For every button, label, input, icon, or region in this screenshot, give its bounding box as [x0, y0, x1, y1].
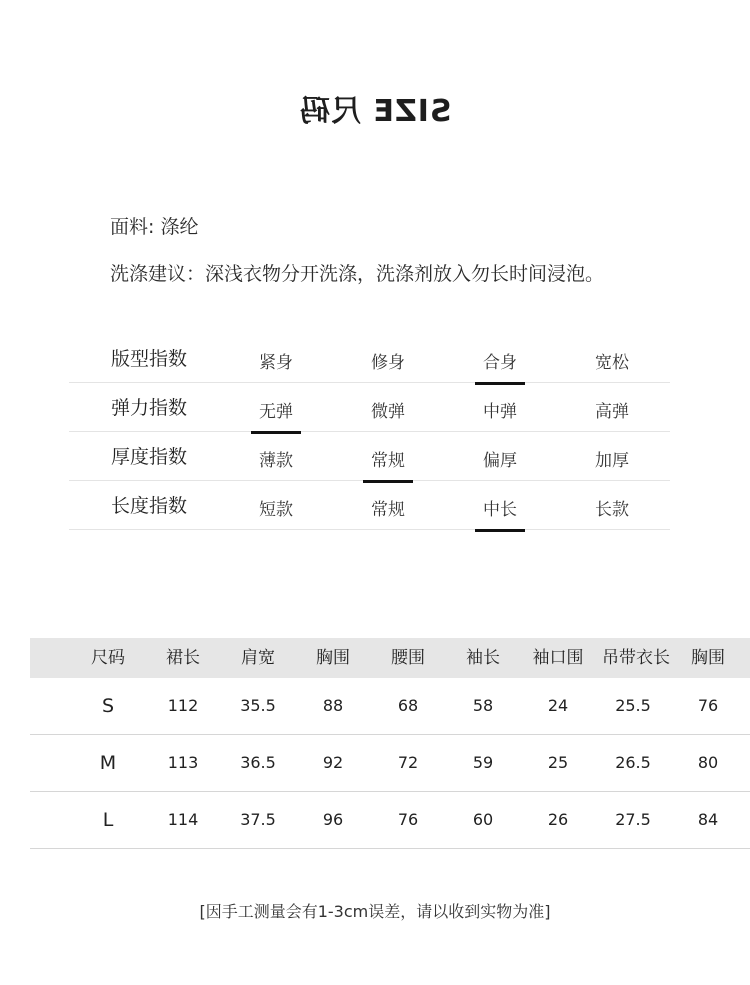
index-option: 紧身	[259, 353, 293, 373]
table-cell: 36.5	[240, 753, 276, 772]
index-option: 修身	[371, 353, 405, 373]
column-header: 袖长	[466, 648, 500, 668]
index-option: 偏厚	[483, 451, 517, 471]
table-cell: S	[101, 695, 115, 717]
index-option: 无弹	[241, 397, 311, 422]
column-header: 胸围	[691, 648, 725, 668]
size-table-header	[30, 638, 750, 678]
fabric-info: 面料: 涤纶	[110, 216, 199, 238]
table-cell: 25.5	[615, 696, 651, 715]
selected-underline	[475, 529, 525, 532]
index-option: 宽松	[595, 353, 629, 373]
index-option: 短款	[259, 500, 293, 520]
column-header: 裙长	[166, 648, 200, 668]
table-cell: 84	[697, 810, 719, 829]
column-header: 肩宽	[241, 648, 275, 668]
table-cell: L	[102, 809, 114, 831]
table-cell: 96	[322, 810, 344, 829]
index-option: 薄款	[259, 451, 293, 471]
index-option: 长款	[595, 500, 629, 520]
table-cell: 59	[472, 753, 494, 772]
column-header: 尺码	[91, 648, 125, 668]
index-option: 中长	[465, 495, 535, 520]
index-option: 中弹	[483, 402, 517, 422]
index-row-thickness	[69, 432, 670, 481]
column-header: 胸围	[316, 648, 350, 668]
table-cell: 35.5	[240, 696, 276, 715]
table-cell: 58	[472, 696, 494, 715]
index-label: 长度指数	[111, 495, 188, 517]
table-cell: 72	[397, 753, 419, 772]
measurement-note: [因手工测量会有1-3cm误差，请以收到实物为准]	[199, 902, 551, 921]
table-cell: 27.5	[615, 810, 651, 829]
table-cell: 92	[322, 753, 344, 772]
index-row-elasticity	[69, 383, 670, 432]
column-header: 吊带衣长	[602, 648, 670, 668]
index-row-fit	[69, 334, 670, 383]
table-cell: 24	[547, 696, 569, 715]
table-row	[30, 792, 750, 849]
index-label: 版型指数	[111, 348, 188, 370]
table-cell: 68	[397, 696, 419, 715]
index-label: 弹力指数	[111, 397, 188, 419]
index-label: 厚度指数	[111, 446, 188, 468]
table-cell: 76	[697, 696, 719, 715]
index-option: 高弹	[595, 402, 629, 422]
table-row	[30, 735, 750, 792]
table-cell: 112	[167, 696, 199, 715]
table-cell: 25	[547, 753, 569, 772]
table-cell: 114	[167, 810, 199, 829]
column-header: 袖口围	[532, 648, 584, 668]
index-option: 常规	[371, 500, 405, 520]
table-cell: 88	[322, 696, 344, 715]
table-cell: 37.5	[240, 810, 276, 829]
table-cell: 76	[397, 810, 419, 829]
page-title	[0, 86, 750, 130]
column-header: 腰围	[391, 648, 425, 668]
size-table	[30, 638, 750, 849]
table-cell: 113	[167, 753, 199, 772]
table-cell: 26	[547, 810, 569, 829]
index-table	[69, 334, 670, 530]
page-title-text: SIZE 尺码	[298, 94, 452, 129]
wash-instructions: 洗涤建议：深浅衣物分开洗涤，洗涤剂放入勿长时间浸泡。	[110, 263, 605, 285]
table-cell: 60	[472, 810, 494, 829]
index-option: 微弹	[371, 402, 405, 422]
table-cell: 26.5	[615, 753, 651, 772]
index-row-length	[69, 481, 670, 530]
index-option: 常规	[353, 446, 423, 471]
index-option: 合身	[465, 348, 535, 373]
table-cell: M	[99, 752, 117, 774]
table-cell: 80	[697, 753, 719, 772]
index-option: 加厚	[595, 451, 629, 471]
table-row	[30, 678, 750, 735]
